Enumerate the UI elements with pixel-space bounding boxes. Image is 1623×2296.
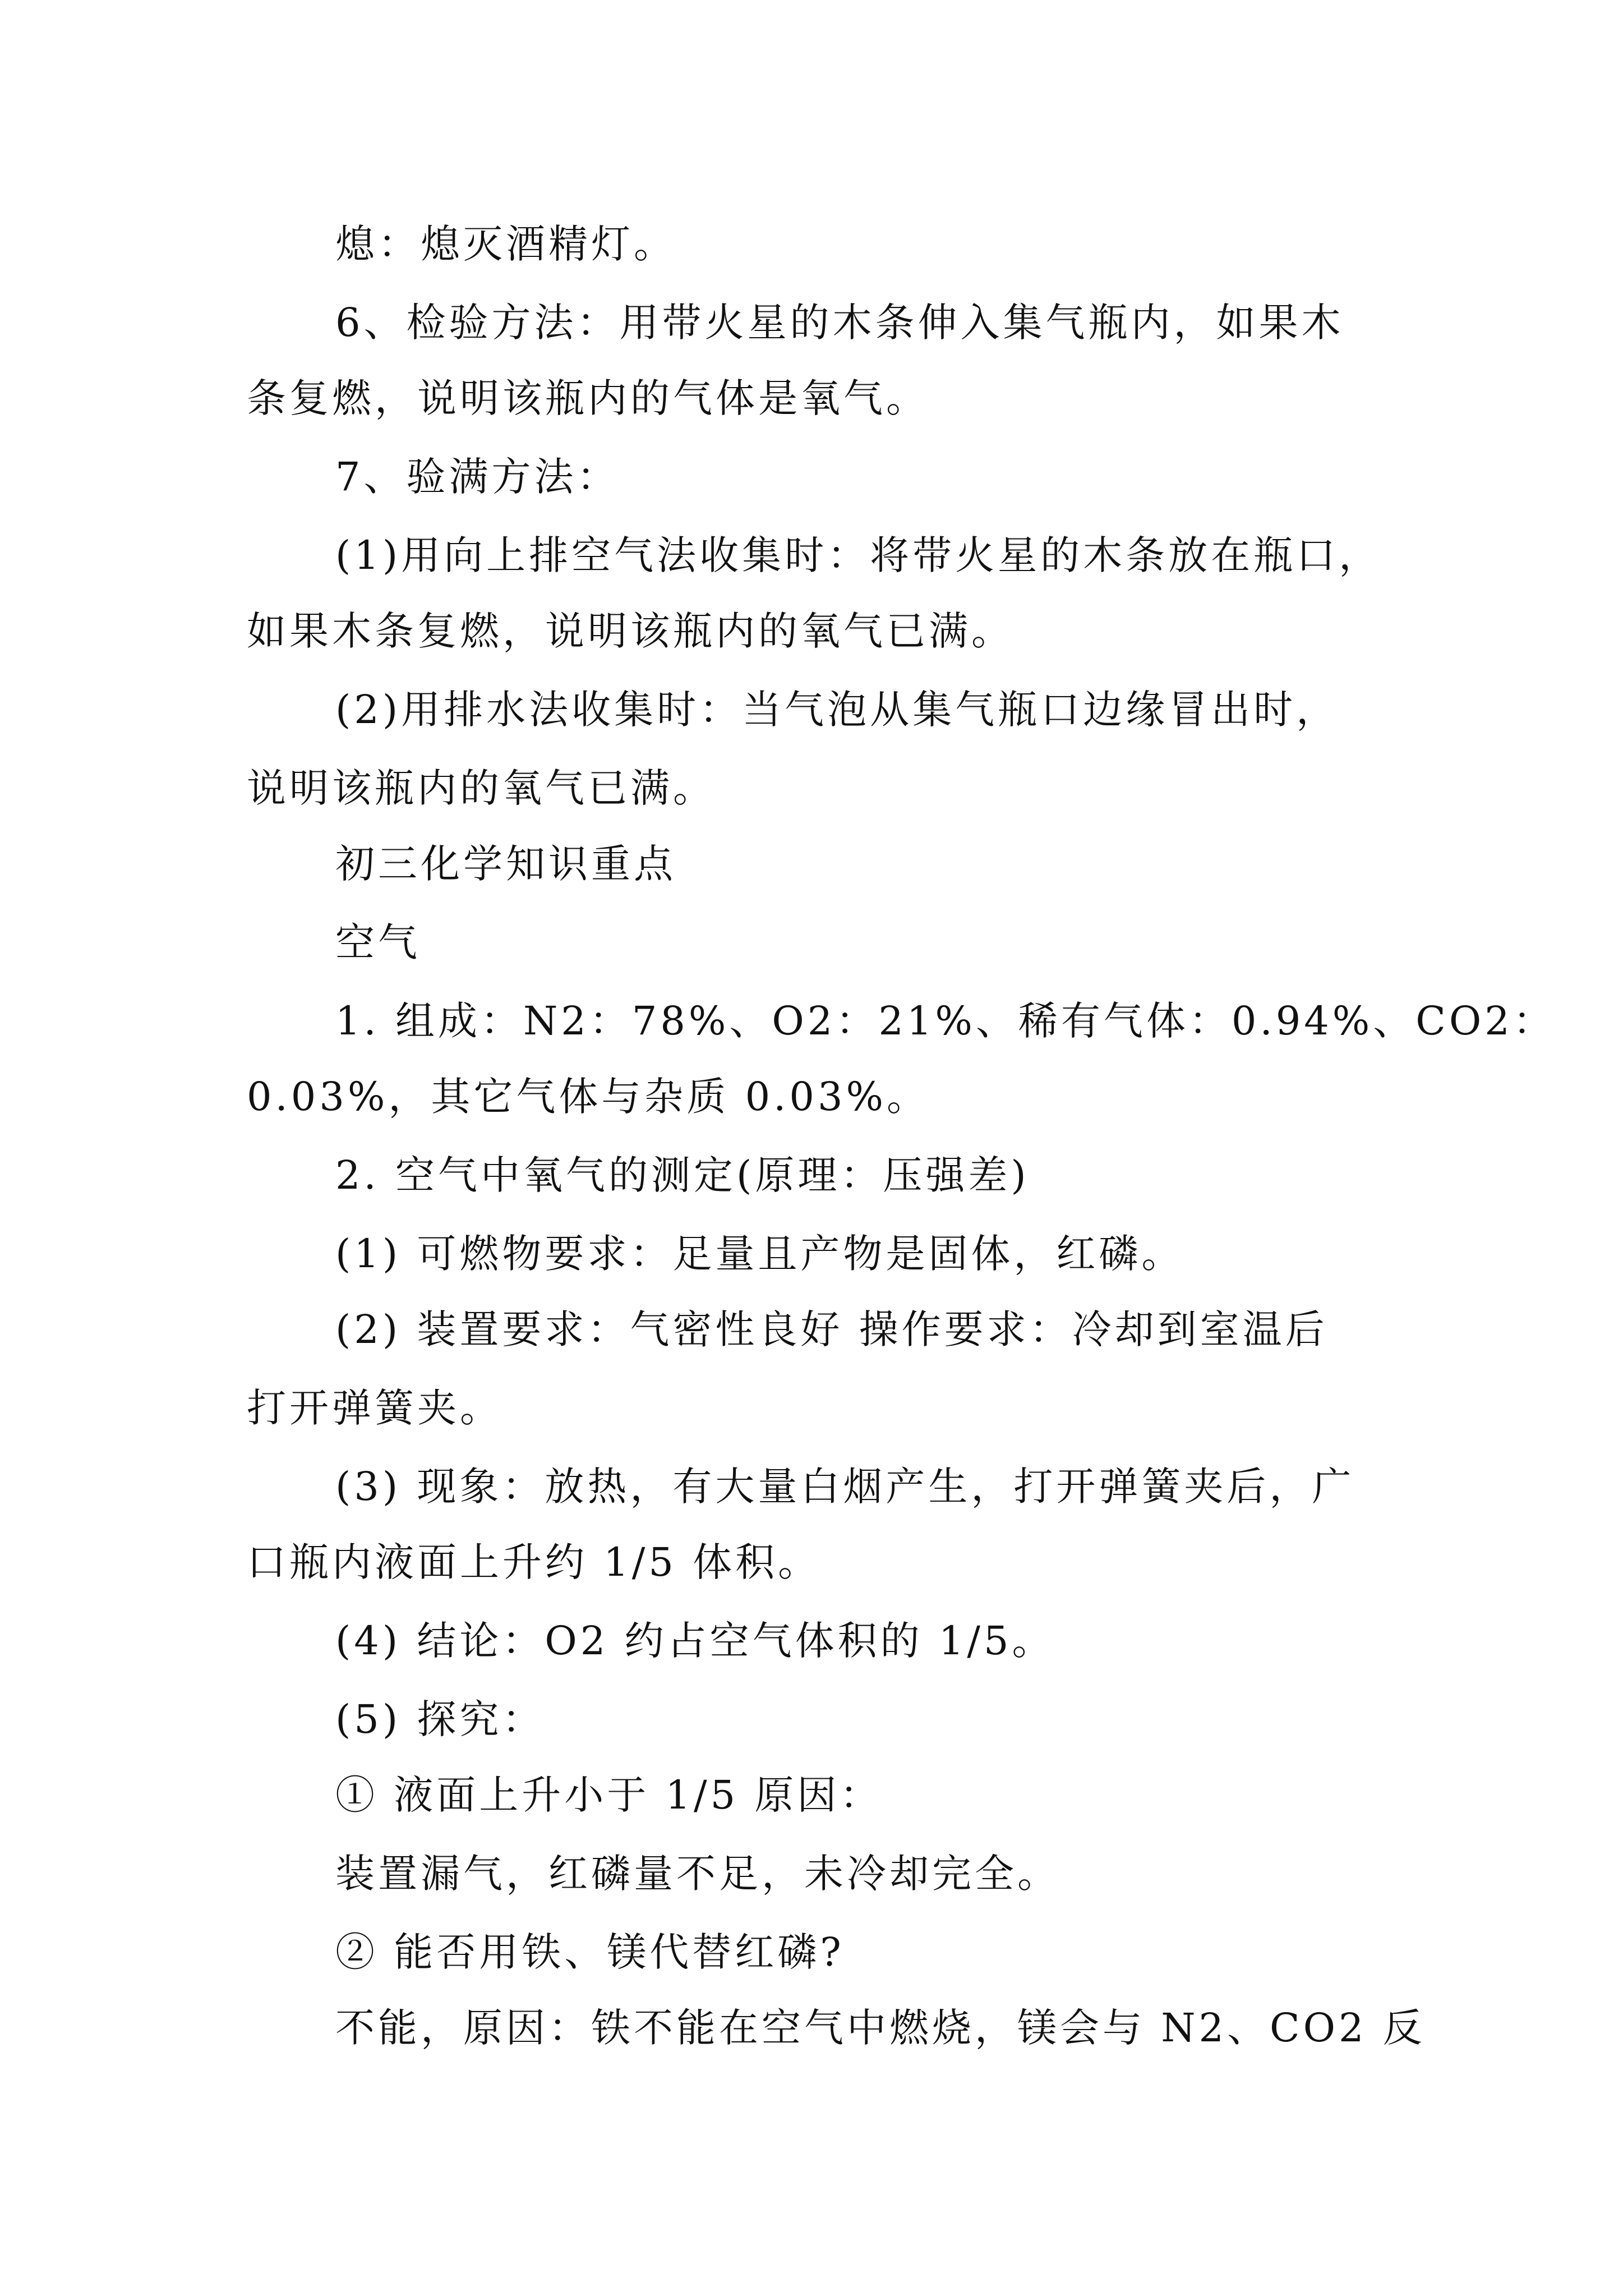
text-line: (4) 结论：O2 约占空气体积的 1/5。 [335,1618,1055,1664]
text-line: (1)用向上排空气法收集时：将带火星的木条放在瓶口， [335,532,1382,578]
text-line: 说明该瓶内的氧气已满。 [247,765,716,811]
text-line: ① 液面上升小于 1/5 原因： [335,1772,883,1818]
text-line: 1. 组成：N2：78%、O2：21%、稀有气体：0.94%、CO2： [335,998,1556,1044]
text-line: 装置漏气，红磷量不足，未冷却完全。 [335,1851,1060,1897]
text-line: (3) 现象：放热，有大量白烟产生，打开弹簧夹后，广 [335,1464,1355,1510]
text-line: 熄：熄灭酒精灯。 [335,221,676,267]
text-line: (2) 装置要求：气密性良好 操作要求：冷却到室温后 [335,1306,1328,1352]
section-heading: 空气 [335,919,421,965]
text-line: 2. 空气中氧气的测定(原理：压强差) [335,1152,1030,1198]
text-line: 如果木条复燃，说明该瓶内的氧气已满。 [247,608,1014,654]
text-line: 不能，原因：铁不能在空气中燃烧，镁会与 N2、CO2 反 [335,2005,1426,2051]
text-line: 6、检验方法：用带火星的木条伸入集气瓶内，如果木 [335,300,1344,346]
text-line: (1) 可燃物要求：足量且产物是固体，红磷。 [335,1231,1184,1277]
text-line: 条复燃，说明该瓶内的气体是氧气。 [247,375,929,421]
text-line: (5) 探究： [335,1696,545,1742]
text-line: 打开弹簧夹。 [247,1385,502,1431]
text-line: 7、验满方法： [335,454,620,500]
text-line: ② 能否用铁、镁代替红磷? [335,1929,845,1975]
text-line: 0.03%，其它气体与杂质 0.03%。 [247,1074,929,1120]
text-line: 口瓶内液面上升约 1/5 体积。 [247,1539,821,1585]
text-line: (2)用排水法收集时：当气泡从集气瓶口边缘冒出时， [335,687,1339,733]
section-heading: 初三化学知识重点 [335,841,676,887]
